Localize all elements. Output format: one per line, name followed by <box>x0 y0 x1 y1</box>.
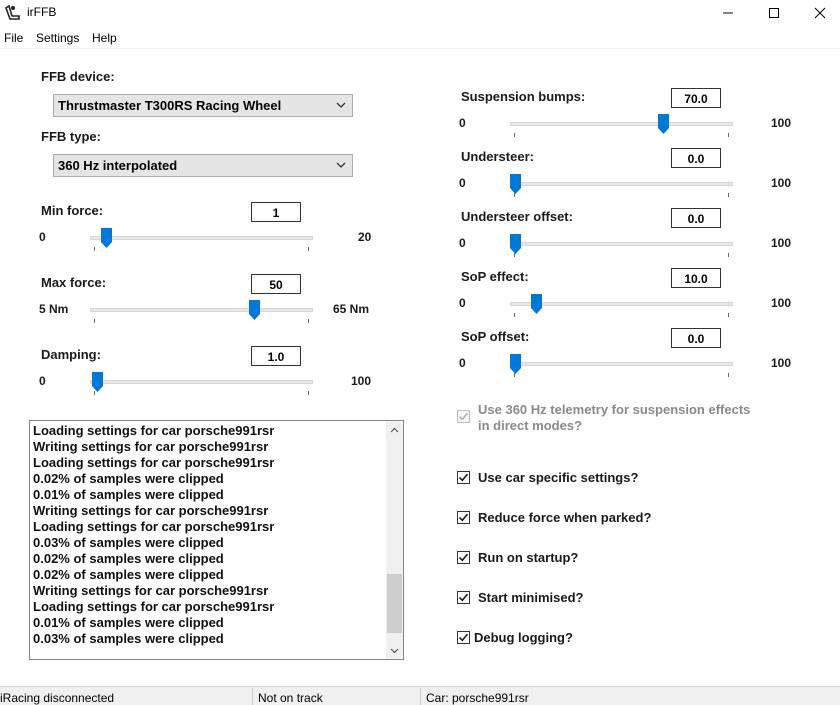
suspension-bumps-slider-tick <box>728 133 729 137</box>
window-title: irFFB <box>27 5 57 19</box>
min-force-label: Min force: <box>41 203 104 218</box>
suspension-bumps-min: 0 <box>459 116 466 130</box>
start-minimised-checkbox[interactable] <box>457 591 470 604</box>
chevron-up-icon <box>390 427 399 433</box>
understeer-slider-track[interactable] <box>510 182 733 186</box>
max-force-max: 65 Nm <box>333 302 370 316</box>
chevron-down-icon <box>390 648 399 654</box>
min-force-min: 0 <box>39 230 46 244</box>
close-icon <box>814 7 826 19</box>
scroll-up-button[interactable] <box>386 421 403 438</box>
understeer-offset-label: Understeer offset: <box>461 209 573 224</box>
maximize-icon <box>768 7 780 19</box>
damping-slider-tick <box>308 391 309 395</box>
sop-effect-value[interactable]: 10.0 <box>671 268 721 288</box>
status-separator <box>420 688 421 705</box>
min-force-slider-track[interactable] <box>90 236 313 240</box>
damping-slider-thumb[interactable] <box>92 372 103 392</box>
damping-min: 0 <box>39 374 46 388</box>
car-specific-label[interactable]: Use car specific settings? <box>478 470 639 485</box>
understeer-slider-thumb[interactable] <box>510 174 521 194</box>
log-line: 0.03% of samples were clipped <box>33 535 224 550</box>
max-force-slider-tick <box>308 319 309 323</box>
min-force-max: 20 <box>358 230 372 244</box>
scroll-down-button[interactable] <box>386 642 403 659</box>
log-line: 0.02% of samples were clipped <box>33 551 224 566</box>
maximize-button[interactable] <box>751 0 797 26</box>
log-line: Writing settings for car porsche991rsr <box>33 503 269 518</box>
menu-help[interactable]: Help <box>92 31 117 45</box>
log-lines <box>33 423 274 647</box>
status-connection: iRacing disconnected <box>0 691 115 705</box>
log-output[interactable] <box>29 420 404 660</box>
sop-effect-slider-tick <box>728 313 729 317</box>
sop-effect-min: 0 <box>459 296 466 310</box>
ffb-device-select[interactable] <box>53 94 353 117</box>
min-force-slider-tick <box>94 247 95 251</box>
max-force-slider-tick <box>94 319 95 323</box>
ffb-type-value: 360 Hz interpolated <box>58 158 178 173</box>
understeer-value[interactable]: 0.0 <box>671 148 721 168</box>
understeer-max: 100 <box>771 176 792 190</box>
telemetry-360-checkbox <box>457 410 470 423</box>
log-line: Writing settings for car porsche991rsr <box>33 439 269 454</box>
sop-offset-label: SoP offset: <box>461 329 530 344</box>
ffb-type-label: FFB type: <box>41 129 101 144</box>
telemetry-360-label-line2: in direct modes? <box>478 418 583 433</box>
log-line: Loading settings for car porsche991rsr <box>33 423 275 438</box>
log-scrollbar[interactable] <box>386 421 403 659</box>
suspension-bumps-slider-thumb[interactable] <box>658 114 669 134</box>
chevron-down-icon <box>336 161 346 169</box>
understeer-label: Understeer: <box>461 149 534 164</box>
damping-max: 100 <box>351 374 372 388</box>
ffb-type-select[interactable] <box>53 154 353 177</box>
suspension-bumps-slider-tick <box>514 133 515 137</box>
start-minimised-label[interactable]: Start minimised? <box>478 590 584 605</box>
sop-offset-value[interactable]: 0.0 <box>671 328 721 348</box>
menu-divider <box>0 48 840 49</box>
reduce-parked-checkbox[interactable] <box>457 511 470 524</box>
checkmark-icon <box>458 552 469 563</box>
min-force-slider-tick <box>308 247 309 251</box>
min-force-slider-thumb[interactable] <box>101 228 112 248</box>
chevron-down-icon <box>336 101 346 109</box>
suspension-bumps-slider-track[interactable] <box>510 122 733 126</box>
checkmark-icon <box>458 632 469 643</box>
sop-effect-slider-track[interactable] <box>510 302 733 306</box>
log-line: Loading settings for car porsche991rsr <box>33 519 275 534</box>
status-car: Car: porsche991rsr <box>426 691 529 705</box>
max-force-min: 5 Nm <box>39 302 69 316</box>
understeer-offset-slider-tick <box>728 253 729 257</box>
sop-offset-slider-tick <box>728 373 729 377</box>
title-bar <box>0 0 840 26</box>
max-force-slider-track[interactable] <box>90 308 313 312</box>
damping-value[interactable]: 1.0 <box>251 346 301 366</box>
log-line: Writing settings for car porsche991rsr <box>33 583 269 598</box>
sop-offset-slider-thumb[interactable] <box>510 354 521 374</box>
reduce-parked-label[interactable]: Reduce force when parked? <box>478 510 652 525</box>
max-force-value[interactable]: 50 <box>251 274 301 294</box>
suspension-bumps-value[interactable]: 70.0 <box>671 88 721 108</box>
understeer-offset-min: 0 <box>459 236 466 250</box>
understeer-offset-slider-thumb[interactable] <box>510 234 521 254</box>
sop-effect-max: 100 <box>771 296 792 310</box>
damping-slider-track[interactable] <box>90 380 313 384</box>
max-force-slider-thumb[interactable] <box>249 300 260 320</box>
scroll-thumb[interactable] <box>387 574 402 633</box>
sop-effect-slider-thumb[interactable] <box>531 294 542 314</box>
menu-settings[interactable]: Settings <box>36 31 80 45</box>
minimize-icon <box>722 7 734 19</box>
understeer-offset-value[interactable]: 0.0 <box>671 208 721 228</box>
understeer-min: 0 <box>459 176 466 190</box>
sop-effect-label: SoP effect: <box>461 269 529 284</box>
checkmark-icon <box>458 512 469 523</box>
log-line: 0.01% of samples were clipped <box>33 615 224 630</box>
close-button[interactable] <box>797 0 840 26</box>
checkmark-icon <box>458 411 469 422</box>
sop-offset-min: 0 <box>459 356 466 370</box>
min-force-value[interactable]: 1 <box>251 202 301 222</box>
telemetry-360-label-line1: Use 360 Hz telemetry for suspension effects <box>478 402 751 417</box>
ffb-device-value: Thrustmaster T300RS Racing Wheel <box>58 98 282 113</box>
suspension-bumps-max: 100 <box>771 116 792 130</box>
debug-logging-checkbox[interactable] <box>457 631 470 644</box>
status-bar <box>0 686 840 705</box>
max-force-label: Max force: <box>41 275 107 290</box>
run-startup-checkbox[interactable] <box>457 551 470 564</box>
sop-effect-slider-tick <box>514 313 515 317</box>
status-track: Not on track <box>258 691 323 705</box>
sop-offset-slider-track[interactable] <box>510 362 733 366</box>
damping-label: Damping: <box>41 347 101 362</box>
checkmark-icon <box>458 472 469 483</box>
log-line: 0.01% of samples were clipped <box>33 487 224 502</box>
minimize-button[interactable] <box>705 0 751 26</box>
menu-file[interactable]: File <box>4 31 24 45</box>
suspension-bumps-label: Suspension bumps: <box>461 89 586 104</box>
log-line: 0.02% of samples were clipped <box>33 567 224 582</box>
understeer-offset-slider-track[interactable] <box>510 242 733 246</box>
status-separator <box>252 688 253 705</box>
run-startup-label[interactable]: Run on startup? <box>478 550 579 565</box>
debug-logging-label[interactable]: Debug logging? <box>474 630 573 645</box>
log-line: 0.03% of samples were clipped <box>33 631 224 646</box>
seat-icon <box>4 3 24 23</box>
sop-offset-max: 100 <box>771 356 792 370</box>
log-line: Loading settings for car porsche991rsr <box>33 599 275 614</box>
menu-bar <box>0 28 840 48</box>
log-line: 0.02% of samples were clipped <box>33 471 224 486</box>
car-specific-checkbox[interactable] <box>457 471 470 484</box>
log-line: Loading settings for car porsche991rsr <box>33 455 275 470</box>
understeer-offset-max: 100 <box>771 236 792 250</box>
checkmark-icon <box>458 592 469 603</box>
ffb-device-label: FFB device: <box>41 69 115 84</box>
understeer-slider-tick <box>728 193 729 197</box>
